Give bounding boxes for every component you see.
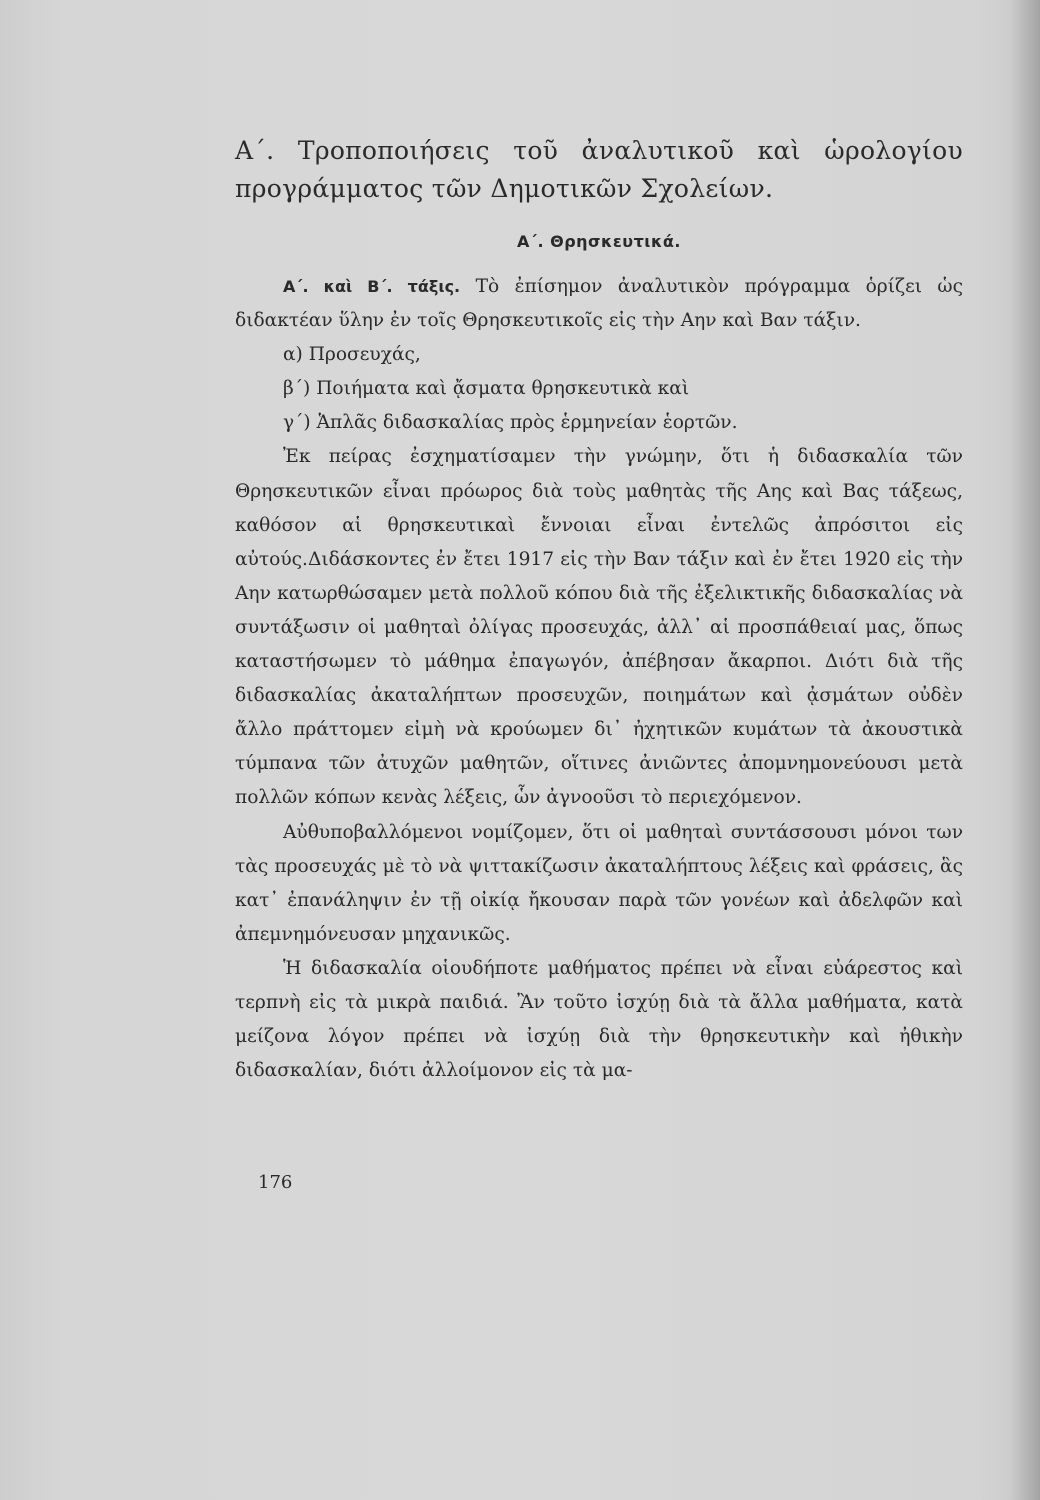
body-text — [235, 270, 963, 1088]
page-edge-shadow — [1010, 0, 1040, 1500]
list-item: γ΄) Ἁπλᾶς διδασκαλίας πρὸς ἑρμηνείαν ἑορτῶν. — [283, 412, 738, 434]
paragraph-4: Ἡ διδασκαλία οἱουδήποτε μαθήματος πρέπει νὰ εἶναι εὐάρεστος καὶ τερπνὴ εἰς τὰ μικρὰ παιδιά. Ἂν τοῦτο ἰσχύῃ διὰ τὰ ἄλλα μαθήματα, κατὰ μείζονα λόγον πρέπει νὰ ἰσχύῃ διὰ τὴν θρησκευτικὴν καὶ ἠθικὴν διδασκαλίαν, διότι ἀλλοίμονον εἰς τὰ μα- — [235, 957, 963, 1082]
paragraph-1 — [235, 270, 963, 338]
paragraph-1-lead: Α΄. καὶ Β΄. τάξις. — [283, 277, 461, 296]
list-item: β΄) Ποιήματα καὶ ᾄσματα θρησκευτικὰ καὶ — [283, 378, 690, 400]
section-heading: Α΄. Θρησκευτικά. — [517, 232, 681, 251]
chapter-title: Α΄. Τροποποιήσεις τοῦ ἀναλυτικοῦ καὶ ὡρολογίου προγράμματος τῶν Δημοτικῶν Σχολείων. — [235, 136, 963, 203]
paragraph-1-text: Τὸ ἐπίσημον ἀναλυτικὸν πρόγραμμα ὁρίζει ὡς διδακτέαν ὕλην ἐν τοῖς Θρησκευτικοῖς εἰς τὴν Αην καὶ Βαν τάξιν. — [235, 276, 963, 332]
paragraph-2: Ἐκ πείρας ἐσχηματίσαμεν τὴν γνώμην, ὅτι ἡ διδασκαλία τῶν Θρησκευτικῶν εἶναι πρόωρος διὰ τοὺς μαθητὰς τῆς Αης καὶ Βας τάξεως, καθόσον αἱ θρησκευτικαὶ ἔννοιαι εἶναι ἐντελῶς ἀπρόσιτοι εἰς αὐτούς.Διδάσκοντες ἐν ἔτει 1917 εἰς τὴν Βαν τάξιν καὶ ἐν ἔτει 1920 εἰς τὴν Αην κατωρθώσαμεν μετὰ πολλοῦ κόπου διὰ τῆς ἐξελικτικῆς διδασκαλίας νὰ συντάξωσιν οἱ μαθηταὶ ὀλίγας προσευχάς, ἀλλ᾽ αἱ προσπάθειαί μας, ὅπως καταστήσωμεν τὸ μάθημα ἐπαγωγόν, ἀπέβησαν ἄκαρποι. Διότι διὰ τῆς διδασκαλίας ἀκαταλήπτων προσευχῶν, ποιημάτων καὶ ᾀσμάτων οὐδὲν ἄλλο πράττομεν εἰμὴ νὰ κρούωμεν δι᾽ ἠχητικῶν κυμάτων τὰ ἀκουστικὰ τύμπανα τῶν ἀτυχῶν μαθητῶν, οἵτινες ἀνιῶντες ἀπομνημονεύουσι μετὰ πολλῶν κόπων κενὰς λέξεις, ὧν ἀγνοοῦσι τὸ περιεχόμενον. — [235, 446, 963, 809]
paragraph-3: Αὐθυποβαλλόμενοι νομίζομεν, ὅτι οἱ μαθηταὶ συντάσσουσι μόνοι των τὰς προσευχάς μὲ τὸ νὰ ψιττακίζωσιν ἀκαταλήπτους λέξεις καὶ φράσεις, ἃς κατ᾽ ἐπανάληψιν ἐν τῇ οἰκίᾳ ἤκουσαν παρὰ τῶν γονέων καὶ ἀδελφῶν καὶ ἀπεμνημόνευσαν μηχανικῶς. — [235, 821, 963, 945]
page-number: 176 — [258, 1172, 293, 1193]
list-item: α) Προσευχάς, — [283, 344, 421, 366]
